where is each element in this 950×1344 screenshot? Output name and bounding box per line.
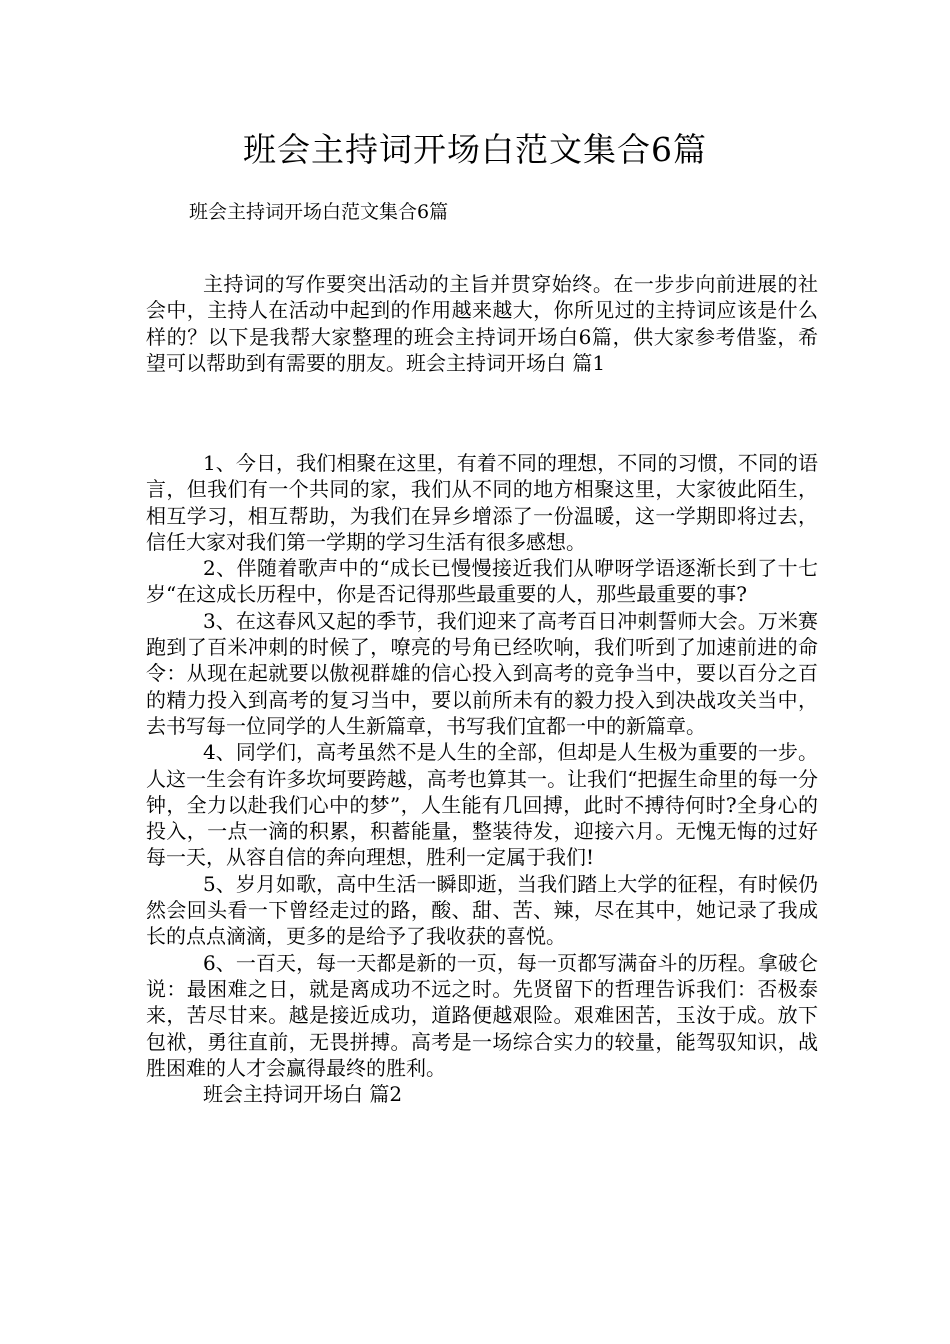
document-title: 班会主持词开场白范文集合6篇 [243,130,707,169]
list-item: 6、一百天，每一天都是新的一页，每一页都写满奋斗的历程。拿破仑说：最困难之日，就是离成功不远之时。先贤留下的哲理告诉我们：否极泰来，苦尽甘来。越是接近成功，道路便越艰险。艰难困苦，玉汝于成。放下包袱，勇往直前，无畏拼搏。高考是一场综合实力的较量，能驾驭知识，战胜困难的人才会赢得最终的胜利。 [146,950,818,1080]
intro-text: 主持词的写作要突出活动的主旨并贯穿始终。在一步步向前进展的社会中，主持人在活动中起到的作用越来越大，你所见过的主持词应该是什么样的？以下是我帮大家整理的班会主持词开场白6篇，供大家参考借鉴，希望可以帮助到有需要的朋友。 [146,272,818,375]
list-item: 1、今日，我们相聚在这里，有着不同的理想，不同的习惯，不同的语言，但我们有一个共同的家，我们从不同的地方相聚这里，大家彼此陌生，相互学习，相互帮助，为我们在异乡增添了一份温暖，这一学期即将过去，信任大家对我们第一学期的学习生活有很多感想。 [146,451,818,554]
list-item: 3、在这春风又起的季节，我们迎来了高考百日冲刺誓师大会。万米赛跑到了百米冲刺的时候了，嘹亮的号角已经吹响，我们听到了加速前进的命令：从现在起就要以傲视群雄的信心投入到高考的竞争当中，要以百分之百的精力投入到高考的复习当中，要以前所未有的毅力投入到决战攻关当中，去书写每一位同学的人生新篇章，书写我们宜都一中的新篇章。 [146,608,818,738]
items-block [146,450,818,1107]
section-1-label: 班会主持词开场白 篇1 [406,350,606,375]
intro-paragraph [146,271,818,376]
list-item: 5、岁月如歌，高中生活一瞬即逝，当我们踏上大学的征程，有时候仍然会回头看一下曾经走过的路，酸、甜、苦、辣，尽在其中，她记录了我成长的点点滴滴，更多的是给予了我收获的喜悦。 [146,871,818,949]
list-item: 4、同学们，高考虽然不是人生的全部，但却是人生极为重要的一步。人这一生会有许多坎坷要跨越，高考也算其一。让我们“把握生命里的每一分钟，全力以赴我们心中的梦”，人生能有几回搏，此时不搏待何时?全身心的投入，一点一滴的积累，积蓄能量，整装待发，迎接六月。无愧无悔的过好每一天，从容自信的奔向理想，胜利一定属于我们! [146,740,818,870]
section-2-label: 班会主持词开场白 篇2 [203,1082,403,1107]
intro-block [146,271,818,376]
list-item: 2、伴随着歌声中的“成长已慢慢接近我们从咿呀学语逐渐长到了十七岁“在这成长历程中，你是否记得那些最重要的人，那些最重要的事? [146,556,818,607]
document-subtitle: 班会主持词开场白范文集合6篇 [189,201,449,223]
